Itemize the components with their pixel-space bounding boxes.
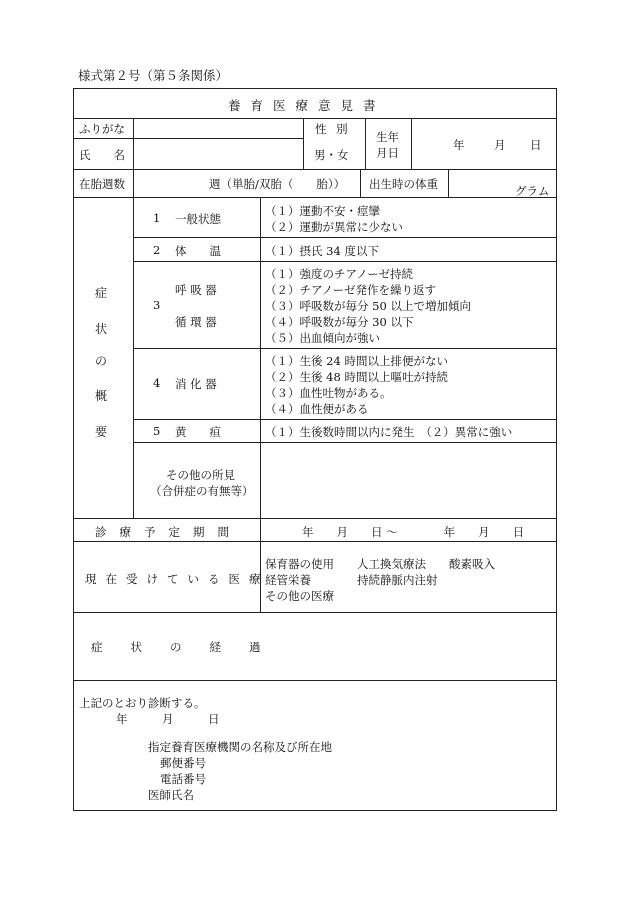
name-label: 氏 名 [79, 148, 125, 162]
divider [133, 419, 557, 420]
birth-month: 月 [494, 138, 506, 152]
symptom-number: 3 [153, 298, 161, 312]
birth-day: 日 [530, 138, 542, 152]
furigana-label: ふりがな [79, 122, 125, 136]
symptom-name: 体 温 [175, 244, 221, 258]
symptom-item: （１）強度のチアノーゼ持続 [265, 267, 414, 281]
divider [73, 518, 557, 519]
postal-label: 郵便番号 [160, 756, 206, 770]
gestation-value: 週（単胎/双胎（ 胎）） [209, 177, 346, 191]
birth-year: 年 [453, 138, 465, 152]
symptom-course-label: 症状の経過 [91, 640, 289, 654]
divider [73, 680, 557, 681]
divider [73, 541, 557, 542]
birth-label-2: 月日 [376, 146, 399, 160]
symptom-number: 2 [153, 243, 161, 257]
symptom-item: （２）生後 48 時間以上嘔吐が持続 [265, 370, 448, 384]
phone-label: 電話番号 [160, 772, 206, 786]
divider [73, 197, 557, 198]
current-treatment-label: 現在受けている医療 [85, 572, 270, 586]
symptom-item: （２）チアノーゼ発作を繰り返す [265, 283, 437, 297]
symptoms-label-char: 状 [95, 322, 108, 336]
symptom-item: （１）運動不安・痙攣 [265, 204, 380, 218]
doctor-label: 医師氏名 [148, 788, 194, 802]
symptoms-label-char: 概 [95, 389, 108, 403]
other-findings-label: （合併症の有無等） [150, 484, 254, 498]
current-treatment-options: 保育器の使用 人工換気療法 酸素吸入 [265, 557, 495, 571]
divider [133, 442, 557, 443]
symptom-item: （３）血性吐物がある。 [265, 386, 392, 400]
sex-value: 男・女 [314, 148, 349, 162]
divider [73, 118, 557, 119]
symptom-name: 循 環 器 [175, 315, 217, 329]
symptom-item: （４）呼吸数が毎分 30 以下 [265, 315, 414, 329]
symptoms-label-char: の [95, 354, 108, 368]
divider [360, 169, 361, 197]
symptom-item: （３）呼吸数が毎分 50 以上で増加傾向 [265, 299, 471, 313]
sex-label: 性 別 [315, 122, 351, 136]
form-number: 様式第２号（第５条関係） [78, 68, 229, 83]
weight-unit: グラム [515, 184, 550, 198]
symptom-number: 5 [153, 424, 161, 438]
institution-label: 指定養育医療機関の名称及び所在地 [148, 740, 332, 754]
symptom-name: 一般状態 [175, 212, 221, 226]
divider [133, 348, 557, 349]
other-findings-label: その他の所見 [166, 468, 235, 482]
diagnosis-date: 年 月 日 [116, 712, 220, 726]
symptom-number: 4 [153, 376, 161, 390]
symptom-number: 1 [153, 211, 161, 225]
symptom-item: （４）血性便がある [265, 402, 369, 416]
divider [73, 169, 557, 170]
symptom-item: （１）生後 24 時間以上排便がない [265, 354, 448, 368]
divider [303, 118, 304, 169]
divider [411, 118, 412, 169]
divider [260, 197, 261, 612]
treatment-period-label: 診療予定期間 [95, 525, 242, 539]
divider [133, 261, 557, 262]
divider [133, 197, 134, 518]
treatment-period-value: 年 月 日 ～ 年 月 日 [302, 525, 525, 539]
divider [73, 138, 303, 139]
divider [448, 169, 449, 197]
diagnosis-statement: 上記のとおり診断する。 [79, 696, 206, 710]
gestation-label: 在胎週数 [79, 177, 125, 191]
form-title: 養育医療意見書 [228, 98, 386, 113]
symptom-item: （５）出血傾向が強い [265, 331, 380, 345]
symptom-name: 消 化 器 [175, 377, 217, 391]
current-treatment-options: 経管栄養 持続静脈内注射 [265, 573, 438, 587]
current-treatment-options: その他の医療 [265, 589, 334, 603]
birth-weight-label: 出生時の体重 [369, 177, 438, 191]
symptom-name: 黄 疸 [175, 425, 221, 439]
symptoms-label-char: 症 [95, 286, 108, 300]
symptom-item: （１）生後数時間以内に発生 （２）異常に強い [265, 425, 513, 439]
symptom-item: （２）運動が異常に少ない [265, 220, 403, 234]
symptoms-label-char: 要 [95, 425, 108, 439]
divider [133, 237, 557, 238]
divider [73, 612, 557, 613]
divider [365, 118, 366, 169]
symptom-item: （１）摂氏 34 度以下 [265, 244, 379, 258]
divider [133, 118, 134, 197]
birth-label-1: 生年 [376, 130, 399, 144]
symptom-name: 呼 吸 器 [175, 283, 217, 297]
